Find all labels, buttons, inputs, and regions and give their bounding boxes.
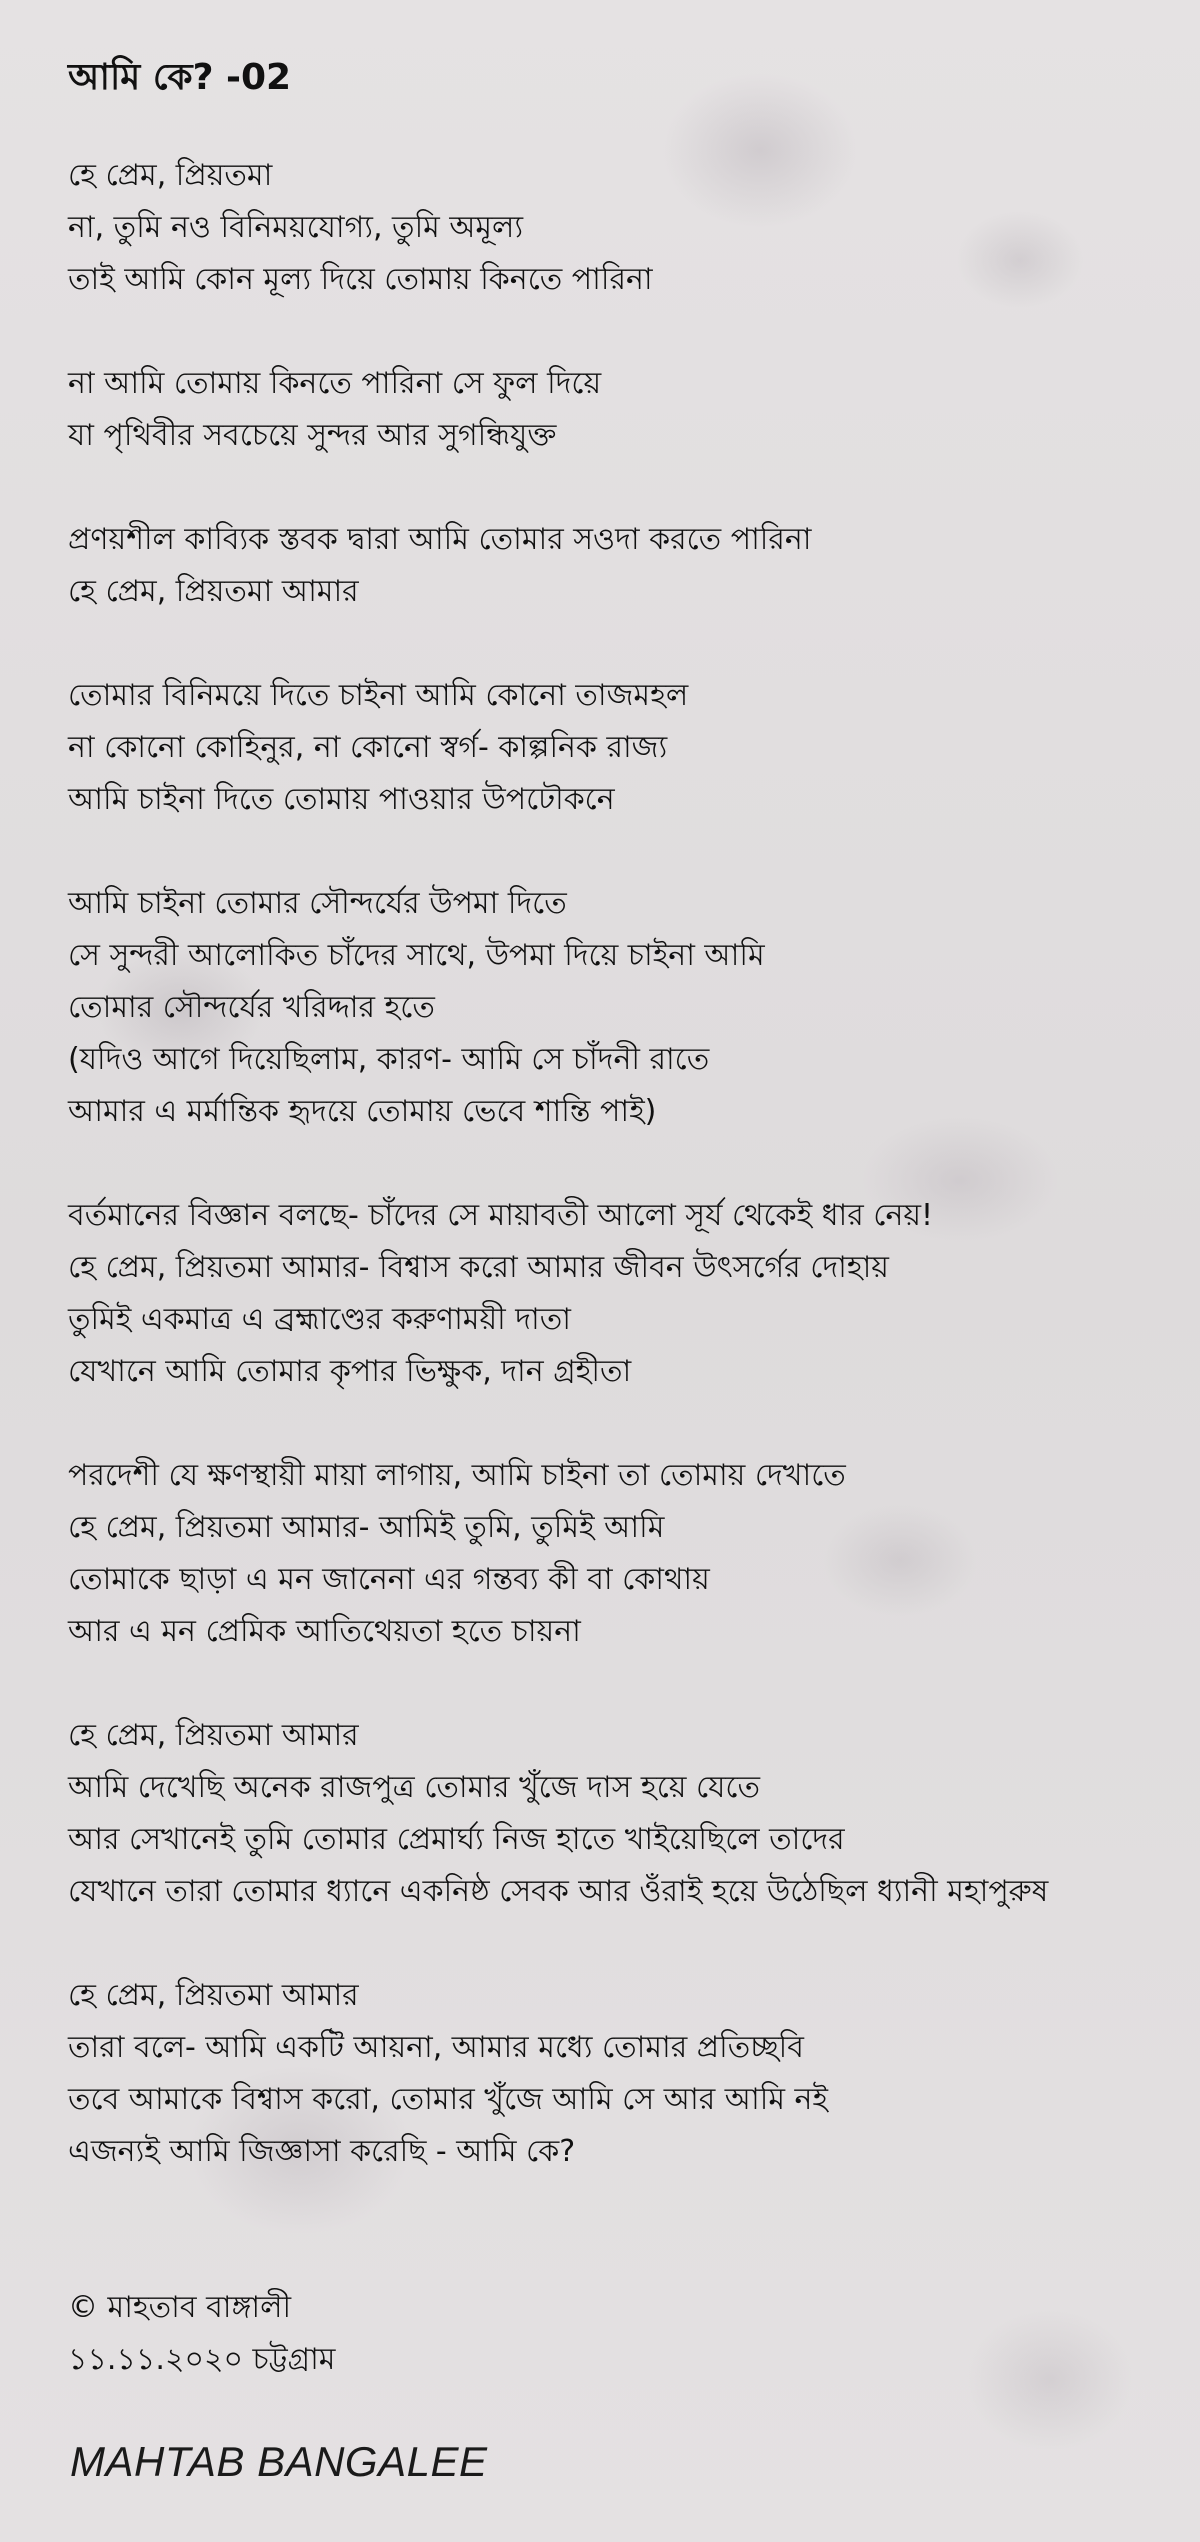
signature-block	[68, 2282, 1188, 2386]
poem-line: আমি চাইনা দিতে তোমায় পাওয়ার উপঢৌকনে	[68, 782, 615, 817]
poem-line: তুমিই একমাত্র এ ব্রহ্মাণ্ডের করুণাময়ী দাতা	[68, 1302, 571, 1337]
poem-line: যেখানে তারা তোমার ধ্যানে একনিষ্ঠ সেবক আর ওঁরাই হয়ে উঠেছিল ধ্যানী মহাপুরুষ	[68, 1874, 1049, 1909]
poem-line: না, তুমি নও বিনিময়যোগ্য, তুমি অমূল্য	[68, 210, 524, 245]
poem-line: তোমাকে ছাড়া এ মন জানেনা এর গন্তব্য কী বা কোথায়	[68, 1562, 710, 1597]
poem-content	[68, 48, 1188, 2386]
author-brand-text: MAHTAB BANGALEE	[70, 2438, 488, 2485]
poem-line: বর্তমানের বিজ্ঞান বলছে- চাঁদের সে মায়াবতী আলো সূর্য থেকেই ধার নেয়!	[68, 1198, 934, 1233]
stanza-4	[68, 670, 1188, 826]
poem-line: পরদেশী যে ক্ষণস্থায়ী মায়া লাগায়, আমি চাইনা তা তোমায় দেখাতে	[68, 1458, 846, 1493]
poem-line: হে প্রেম, প্রিয়তমা আমার	[68, 1978, 359, 2013]
poem-line: আমি দেখেছি অনেক রাজপুত্র তোমার খুঁজে দাস হয়ে যেতে	[68, 1770, 760, 1805]
poem-line: না কোনো কোহিনুর, না কোনো স্বর্গ- কাল্পনিক রাজ্য	[68, 730, 668, 765]
poem-line: তবে আমাকে বিশ্বাস করো, তোমার খুঁজে আমি সে আর আমি নই	[68, 2082, 829, 2117]
poem-title: আমি কে? -02	[68, 57, 292, 98]
stanza-6	[68, 1190, 1188, 1398]
poem-line: আর এ মন প্রেমিক আতিথেয়তা হতে চায়না	[68, 1614, 581, 1649]
poem-line: প্রণয়শীল কাব্যিক স্তবক দ্বারা আমি তোমার সওদা করতে পারিনা	[68, 522, 812, 557]
poem-line: আর সেখানেই তুমি তোমার প্রেমার্ঘ্য নিজ হাতে খাইয়েছিলে তাদের	[68, 1822, 845, 1857]
poem-line: তাই আমি কোন মূল্য দিয়ে তোমায় কিনতে পারিনা	[68, 262, 653, 297]
poem-line: (যদিও আগে দিয়েছিলাম, কারণ- আমি সে চাঁদনী রাতে	[68, 1042, 710, 1077]
poem-line: তোমার সৌন্দর্যের খরিদ্দার হতে	[68, 990, 435, 1025]
poem-line: না আমি তোমায় কিনতে পারিনা সে ফুল দিয়ে	[68, 366, 602, 401]
stanza-8	[68, 1710, 1188, 1918]
stanza-9	[68, 1970, 1188, 2178]
poem-line: হে প্রেম, প্রিয়তমা	[68, 158, 273, 193]
poem-line: সে সুন্দরী আলোকিত চাঁদের সাথে, উপমা দিয়ে চাইনা আমি	[68, 938, 765, 973]
stanza-7	[68, 1450, 1188, 1658]
stanza-5	[68, 878, 1188, 1138]
poem-line: তোমার বিনিময়ে দিতে চাইনা আমি কোনো তাজমহল	[68, 678, 689, 713]
copyright-line: © মাহতাব বাঙ্গালী	[68, 2290, 292, 2325]
stanza-2	[68, 358, 1188, 462]
poem-line: যা পৃথিবীর সবচেয়ে সুন্দর আর সুগন্ধিযুক্ত	[68, 418, 557, 453]
poem-line: হে প্রেম, প্রিয়তমা আমার	[68, 574, 359, 609]
date-place-line: ১১.১১.২০২০ চট্টগ্রাম	[68, 2342, 336, 2377]
poem-line: এজন্যই আমি জিজ্ঞাসা করেছি - আমি কে?	[68, 2134, 576, 2169]
stanza-3	[68, 514, 1188, 618]
poem-line: আমি চাইনা তোমার সৌন্দর্যের উপমা দিতে	[68, 886, 567, 921]
poem-line: হে প্রেম, প্রিয়তমা আমার- আমিই তুমি, তুমিই আমি	[68, 1510, 665, 1545]
poem-line: হে প্রেম, প্রিয়তমা আমার- বিশ্বাস করো আমার জীবন উৎসর্গের দোহায়	[68, 1250, 889, 1285]
poem-line: যেখানে আমি তোমার কৃপার ভিক্ষুক, দান গ্রহীতা	[68, 1354, 632, 1389]
poem-line: আমার এ মর্মান্তিক হৃদয়ে তোমায় ভেবে শান্তি পাই)	[68, 1094, 657, 1129]
stanza-1	[68, 150, 1188, 306]
poem-line: তারা বলে- আমি একটি আয়না, আমার মধ্যে তোমার প্রতিচ্ছবি	[68, 2030, 804, 2065]
poem-line: হে প্রেম, প্রিয়তমা আমার	[68, 1718, 359, 1753]
